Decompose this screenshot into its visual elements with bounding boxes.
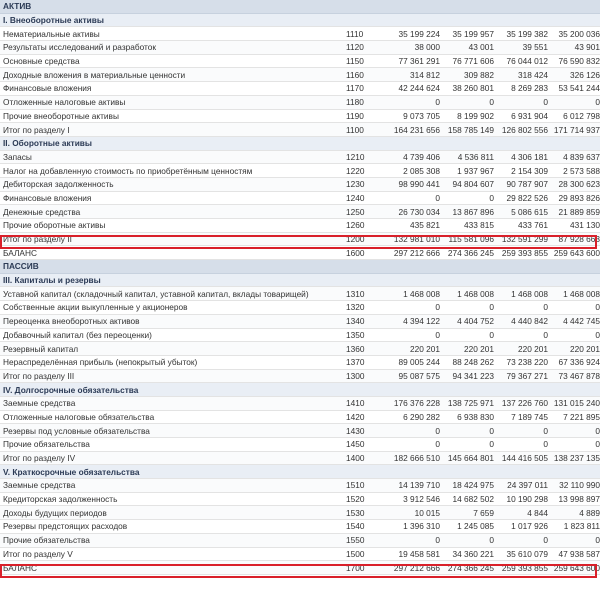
row-code: 1250 [346, 206, 365, 217]
row-value: 4 536 811 [457, 151, 494, 162]
row-value: 43 001 [468, 42, 494, 53]
table-row [0, 411, 600, 425]
row-value: 433 761 [518, 220, 548, 231]
row-label: Переоценка внеоборотных активов [3, 316, 140, 327]
row-value: 220 201 [410, 343, 440, 354]
row-value: 171 714 937 [553, 124, 600, 135]
row-value: 220 201 [518, 343, 548, 354]
row-value: 132 591 299 [501, 234, 548, 245]
row-value: 13 867 896 [452, 206, 494, 217]
table-row [0, 178, 600, 192]
table-row [0, 233, 600, 247]
table-row [0, 356, 600, 370]
row-value: 259 393 855 [501, 562, 548, 573]
subsection-header [0, 274, 600, 288]
table-row [0, 55, 600, 69]
row-code: 1110 [346, 28, 364, 39]
row-value: 21 889 859 [558, 206, 600, 217]
row-value: 0 [489, 97, 494, 108]
row-value: 7 221 895 [563, 411, 600, 422]
row-value: 9 073 705 [403, 110, 440, 121]
row-label: Итог по разделу V [3, 548, 73, 559]
table-row [0, 479, 600, 493]
row-code: 1150 [346, 56, 364, 67]
row-value: 29 893 826 [558, 192, 600, 203]
table-row [0, 205, 600, 219]
row-value: 94 804 607 [452, 179, 494, 190]
row-value: 79 367 271 [506, 370, 548, 381]
row-label: Результаты исследований и разработок [3, 42, 156, 53]
row-value: 4 889 [579, 507, 600, 518]
row-value: 6 931 904 [511, 110, 548, 121]
row-value: 35 199 224 [398, 28, 440, 39]
row-value: 29 822 526 [506, 192, 548, 203]
table-row [0, 219, 600, 233]
row-value: 126 802 556 [501, 124, 548, 135]
row-code: 1510 [346, 480, 365, 491]
row-value: 431 130 [570, 220, 600, 231]
row-value: 0 [435, 439, 440, 450]
row-value: 4 839 637 [563, 151, 600, 162]
row-value: 0 [543, 535, 548, 546]
row-value: 35 199 382 [506, 28, 548, 39]
row-value: 1 468 008 [403, 288, 440, 299]
row-value: 0 [595, 439, 600, 450]
row-label: ПАССИВ [3, 261, 39, 272]
row-code: 1600 [346, 247, 365, 258]
row-code: 1220 [346, 165, 365, 176]
table-row [0, 342, 600, 356]
row-value: 0 [489, 535, 494, 546]
row-value: 76 590 832 [558, 56, 600, 67]
row-value: 6 012 798 [563, 110, 600, 121]
row-value: 164 231 656 [393, 124, 440, 135]
row-value: 1 468 008 [511, 288, 548, 299]
row-value: 0 [489, 439, 494, 450]
table-row [0, 506, 600, 520]
row-value: 14 139 710 [398, 480, 440, 491]
subsection-header [0, 14, 600, 28]
row-value: 35 200 036 [558, 28, 600, 39]
row-label: Отложенные налоговые обязательства [3, 411, 155, 422]
row-value: 73 467 878 [558, 370, 600, 381]
row-value: 0 [543, 302, 548, 313]
table-row [0, 452, 600, 466]
row-label: Прочие обязательства [3, 535, 90, 546]
table-row [0, 534, 600, 548]
row-code: 1370 [346, 357, 365, 368]
row-value: 4 739 406 [403, 151, 440, 162]
row-value: 0 [543, 425, 548, 436]
table-row [0, 287, 600, 301]
row-value: 0 [435, 192, 440, 203]
row-value: 1 468 008 [563, 288, 600, 299]
row-value: 220 201 [464, 343, 494, 354]
row-value: 1 823 811 [563, 521, 600, 532]
table-row [0, 438, 600, 452]
row-value: 13 998 897 [558, 494, 600, 505]
row-code: 1350 [346, 329, 365, 340]
row-label: II. Оборотные активы [3, 138, 92, 149]
row-value: 0 [595, 329, 600, 340]
row-value: 0 [435, 302, 440, 313]
subsection-header [0, 465, 600, 479]
row-value: 259 643 600 [553, 247, 600, 258]
row-value: 1 396 310 [403, 521, 440, 532]
row-value: 1 017 926 [511, 521, 548, 532]
row-code: 1300 [346, 370, 365, 381]
row-label: Кредиторская задолженность [3, 494, 118, 505]
row-code: 1210 [346, 151, 365, 162]
row-code: 1530 [346, 507, 365, 518]
row-code: 1520 [346, 494, 365, 505]
row-value: 35 199 957 [452, 28, 494, 39]
row-label: Итог по разделу IV [3, 453, 76, 464]
row-value: 10 015 [414, 507, 440, 518]
row-value: 98 990 441 [398, 179, 440, 190]
row-value: 176 376 228 [393, 398, 440, 409]
row-value: 47 938 587 [558, 548, 600, 559]
row-value: 182 666 510 [393, 453, 440, 464]
row-value: 0 [543, 329, 548, 340]
row-code: 1540 [346, 521, 365, 532]
row-value: 297 212 666 [393, 247, 440, 258]
row-label: Прочие оборотные активы [3, 220, 106, 231]
table-row [0, 520, 600, 534]
row-value: 2 154 309 [511, 165, 548, 176]
row-label: Нераспределённая прибыль (непокрытый убыток) [3, 357, 198, 368]
row-value: 24 397 011 [507, 480, 548, 491]
table-row [0, 301, 600, 315]
row-code: 1200 [346, 234, 365, 245]
row-value: 4 394 122 [403, 316, 440, 327]
row-label: БАЛАНС [3, 247, 37, 258]
row-value: 259 393 855 [501, 247, 548, 258]
row-label: Итог по разделу I [3, 124, 70, 135]
row-value: 115 581 096 [448, 234, 494, 245]
row-value: 0 [595, 302, 600, 313]
row-value: 18 424 975 [452, 480, 494, 491]
row-value: 1 468 008 [457, 288, 494, 299]
row-value: 4 844 [527, 507, 548, 518]
row-code: 1450 [346, 439, 365, 450]
row-value: 42 244 624 [398, 83, 440, 94]
row-code: 1240 [346, 192, 365, 203]
table-row [0, 493, 600, 507]
table-row [0, 561, 600, 575]
row-value: 38 000 [414, 42, 440, 53]
row-label: Доходы будущих периодов [3, 507, 107, 518]
row-code: 1410 [346, 398, 365, 409]
row-value: 318 424 [518, 69, 548, 80]
row-value: 131 015 240 [553, 398, 600, 409]
row-label: Добавочный капитал (без переоценки) [3, 329, 152, 340]
row-label: Резервы под условные обязательства [3, 425, 150, 436]
row-label: БАЛАНС [3, 562, 37, 573]
section-header [0, 0, 600, 14]
row-value: 8 199 902 [457, 110, 494, 121]
row-code: 1230 [346, 179, 365, 190]
row-value: 43 901 [574, 42, 600, 53]
row-value: 0 [595, 97, 600, 108]
row-value: 32 110 990 [559, 480, 600, 491]
row-value: 132 981 010 [393, 234, 440, 245]
row-label: Финансовые вложения [3, 83, 92, 94]
row-label: Доходные вложения в материальные ценности [3, 69, 186, 80]
row-value: 28 300 623 [558, 179, 600, 190]
row-code: 1180 [346, 97, 364, 108]
row-label: Основные средства [3, 56, 80, 67]
row-value: 4 306 181 [511, 151, 548, 162]
row-code: 1430 [346, 425, 365, 436]
row-value: 0 [489, 425, 494, 436]
row-label: Резервы предстоящих расходов [3, 521, 128, 532]
row-label: III. Капиталы и резервы [3, 275, 101, 286]
table-row [0, 110, 600, 124]
row-value: 145 664 801 [447, 453, 494, 464]
row-code: 1160 [346, 69, 364, 80]
row-value: 95 087 575 [398, 370, 440, 381]
row-label: Нематериальные активы [3, 28, 100, 39]
table-row [0, 82, 600, 96]
row-value: 0 [435, 425, 440, 436]
row-value: 34 360 221 [452, 548, 494, 559]
row-value: 309 882 [464, 69, 494, 80]
row-value: 94 341 223 [452, 370, 494, 381]
row-label: Запасы [3, 151, 32, 162]
table-row [0, 96, 600, 110]
row-label: Денежные средства [3, 206, 81, 217]
table-row [0, 329, 600, 343]
table-row [0, 123, 600, 137]
row-label: Прочие внеоборотные активы [3, 110, 119, 121]
row-code: 1260 [346, 220, 365, 231]
row-code: 1500 [346, 548, 365, 559]
row-value: 274 366 245 [447, 247, 494, 258]
row-value: 77 361 291 [398, 56, 440, 67]
row-value: 2 573 588 [563, 165, 600, 176]
row-value: 0 [595, 425, 600, 436]
row-value: 90 787 907 [506, 179, 548, 190]
row-value: 6 290 282 [403, 411, 440, 422]
row-value: 0 [435, 97, 440, 108]
row-label: Итог по разделу II [3, 234, 72, 245]
table-row [0, 41, 600, 55]
row-value: 26 730 034 [398, 206, 440, 217]
row-value: 0 [543, 97, 548, 108]
row-value: 314 812 [410, 69, 440, 80]
row-code: 1700 [346, 562, 365, 573]
row-label: Заемные средства [3, 398, 76, 409]
row-code: 1400 [346, 453, 365, 464]
row-value: 8 269 283 [511, 83, 548, 94]
row-value: 138 237 135 [553, 453, 600, 464]
row-value: 88 248 262 [452, 357, 494, 368]
table-row [0, 246, 600, 260]
row-code: 1550 [346, 535, 365, 546]
row-label: Итог по разделу III [3, 370, 75, 381]
table-row [0, 27, 600, 41]
table-row [0, 370, 600, 384]
row-code: 1190 [346, 110, 364, 121]
row-value: 7 189 745 [511, 411, 548, 422]
row-value: 138 725 971 [447, 398, 494, 409]
row-label: Уставной капитал (складочный капитал, уставной капитал, вклады товарищей) [3, 288, 309, 299]
row-value: 89 005 244 [398, 357, 440, 368]
row-value: 0 [435, 535, 440, 546]
row-label: Отложенные налоговые активы [3, 97, 126, 108]
table-row [0, 192, 600, 206]
row-value: 1 245 085 [457, 521, 494, 532]
row-value: 4 404 752 [457, 316, 494, 327]
row-value: 1 937 967 [457, 165, 494, 176]
row-code: 1340 [346, 316, 365, 327]
row-value: 0 [489, 302, 494, 313]
row-value: 433 815 [464, 220, 494, 231]
row-value: 6 938 830 [457, 411, 494, 422]
row-label: Резервный капитал [3, 343, 79, 354]
row-value: 87 928 663 [558, 234, 600, 245]
subsection-header [0, 137, 600, 151]
table-row [0, 164, 600, 178]
row-value: 0 [543, 439, 548, 450]
row-code: 1100 [346, 124, 364, 135]
row-value: 76 771 606 [452, 56, 494, 67]
row-value: 435 821 [410, 220, 440, 231]
row-value: 35 610 079 [506, 548, 548, 559]
row-value: 144 416 505 [501, 453, 548, 464]
row-value: 19 458 581 [398, 548, 440, 559]
table-row [0, 397, 600, 411]
table-row [0, 68, 600, 82]
row-value: 158 785 149 [447, 124, 494, 135]
row-value: 5 086 615 [511, 206, 548, 217]
row-label: Финансовые вложения [3, 192, 92, 203]
row-value: 0 [489, 192, 494, 203]
row-value: 38 260 801 [452, 83, 494, 94]
row-value: 7 659 [473, 507, 494, 518]
row-label: I. Внеоборотные активы [3, 15, 104, 26]
row-code: 1120 [346, 42, 364, 53]
row-value: 326 126 [570, 69, 600, 80]
row-label: Собственные акции выкупленные у акционеров [3, 302, 188, 313]
row-value: 67 336 924 [558, 357, 600, 368]
row-label: АКТИВ [3, 1, 32, 12]
row-label: V. Краткосрочные обязательства [3, 466, 140, 477]
row-label: IV. Долгосрочные обязательства [3, 384, 139, 395]
row-value: 10 190 298 [506, 494, 548, 505]
table-row [0, 315, 600, 329]
row-label: Дебиторская задолженность [3, 179, 114, 190]
row-code: 1360 [346, 343, 365, 354]
row-value: 259 643 600 [553, 562, 600, 573]
subsection-header [0, 383, 600, 397]
row-value: 0 [595, 535, 600, 546]
table-row [0, 424, 600, 438]
row-value: 39 551 [522, 42, 548, 53]
row-label: Налог на добавленную стоимость по приобретённым ценностям [3, 165, 253, 176]
row-value: 14 682 502 [452, 494, 494, 505]
row-value: 2 085 308 [403, 165, 440, 176]
table-row [0, 548, 600, 562]
row-value: 0 [435, 329, 440, 340]
row-value: 297 212 666 [393, 562, 440, 573]
row-value: 4 442 745 [563, 316, 600, 327]
row-value: 220 201 [570, 343, 600, 354]
row-label: Прочие обязательства [3, 439, 90, 450]
row-value: 53 541 244 [558, 83, 600, 94]
row-value: 137 226 760 [501, 398, 548, 409]
row-value: 3 912 546 [403, 494, 440, 505]
row-code: 1320 [346, 302, 365, 313]
row-value: 0 [489, 329, 494, 340]
row-code: 1420 [346, 411, 365, 422]
table-row [0, 151, 600, 165]
row-value: 4 440 842 [511, 316, 548, 327]
row-value: 274 366 245 [447, 562, 494, 573]
row-value: 73 238 220 [506, 357, 548, 368]
row-code: 1170 [346, 83, 364, 94]
row-value: 76 044 012 [506, 56, 548, 67]
row-code: 1310 [346, 288, 365, 299]
row-label: Заемные средства [3, 480, 76, 491]
section-header [0, 260, 600, 274]
